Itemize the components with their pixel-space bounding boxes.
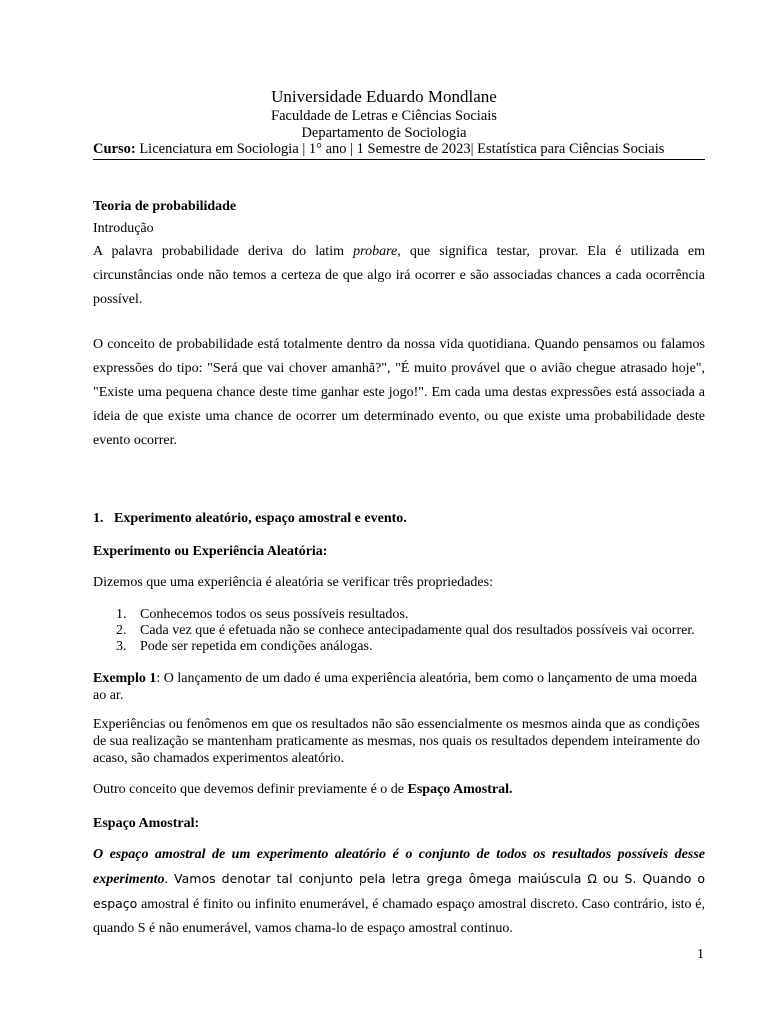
subheading-experiment: Experimento ou Experiência Aleatória: — [93, 544, 328, 559]
course-line — [93, 140, 705, 160]
other-concept-line: Outro conceito que devemos definir previamente é o de Espaço Amostral. — [93, 782, 513, 797]
course-text: Licenciatura em Sociologia | 1° ano | 1 Semestre de 2023| Estatística para Ciências Sociais — [135, 141, 665, 157]
university-name: Universidade Eduardo Mondlane — [271, 87, 497, 106]
sample-space-definition: O espaço amostral de um experimento aleatório é o conjunto de todos os resultados possíveis desse experimento — [93, 847, 705, 887]
example-label: Exemplo 1 — [93, 671, 157, 686]
course-label: Curso: — [93, 141, 136, 157]
intro-paragraph-2: O conceito de probabilidade está totalmente dentro da nossa vida quotidiana. Quando pensamos ou falamos expressões do tipo: "Será que vai chover amanhã?", "É muito provável que o avião chegue atrasado hoje", "Existe uma pequena chance deste time ganhar este jogo!". Em cada uma destas expressões está associada a ideia de que existe uma chance de ocorrer um determinado evento, ou que existe uma probabilidade deste evento ocorrer. — [93, 337, 705, 448]
list-item: 1. Conhecemos todos os seus possíveis resultados. — [116, 607, 409, 622]
phenomena-paragraph: Experiências ou fenômenos em que os resultados não são essencialmente os mesmos ainda que as condições de sua realização se mantenham praticamente as mesmas, nos quais os resultados dependem inteiramente do acaso, são chamados experimentos aleatório. — [93, 717, 700, 766]
example-1: Exemplo 1: O lançamento de um dado é uma experiência aleatória, bem como o lançamento de uma moeda ao ar. — [93, 671, 698, 703]
subheading-sample-space: Espaço Amostral: — [93, 816, 200, 831]
intro-paragraph-1: A palavra probabilidade deriva do latim probare, que significa testar, provar. Ela é utilizada em circunstâncias onde não temos a certeza de que algo irá ocorrer e são associadas chances a cada ocorrência possível. — [93, 244, 705, 307]
intro-label: Introdução — [93, 221, 154, 236]
heading-section-1: 1. Experimento aleatório, espaço amostral e evento. — [93, 511, 407, 526]
sample-space-paragraph: O espaço amostral de um experimento aleatório é o conjunto de todos os resultados possíveis desse experimento. Vamos denotar tal conjunto pela letra grega ômega maiúscula Ω ou S. Quando o espaço amostral é finito ou infinito enumerável, é chamado espaço amostral discreto. Caso contrário, isto é, quando S é não enumerável, vamos chama-lo de espaço amostral continuo. — [93, 847, 705, 936]
section-title: Teoria de probabilidade — [93, 199, 237, 214]
department-name: Departamento de Sociologia — [301, 125, 467, 141]
page-number: 1 — [697, 947, 704, 962]
latin-term: probare — [353, 244, 398, 259]
document-header — [0, 86, 768, 142]
faculty-name: Faculdade de Letras e Ciências Sociais — [271, 108, 497, 124]
properties-intro: Dizemos que uma experiência é aleatória se verificar três propriedades: — [93, 575, 493, 590]
properties-list — [116, 607, 716, 655]
list-item: 2. Cada vez que é efetuada não se conhece antecipadamente qual dos resultados possíveis vai ocorrer. — [116, 623, 695, 638]
list-item: 3. Pode ser repetida em condições análogas. — [116, 639, 373, 654]
